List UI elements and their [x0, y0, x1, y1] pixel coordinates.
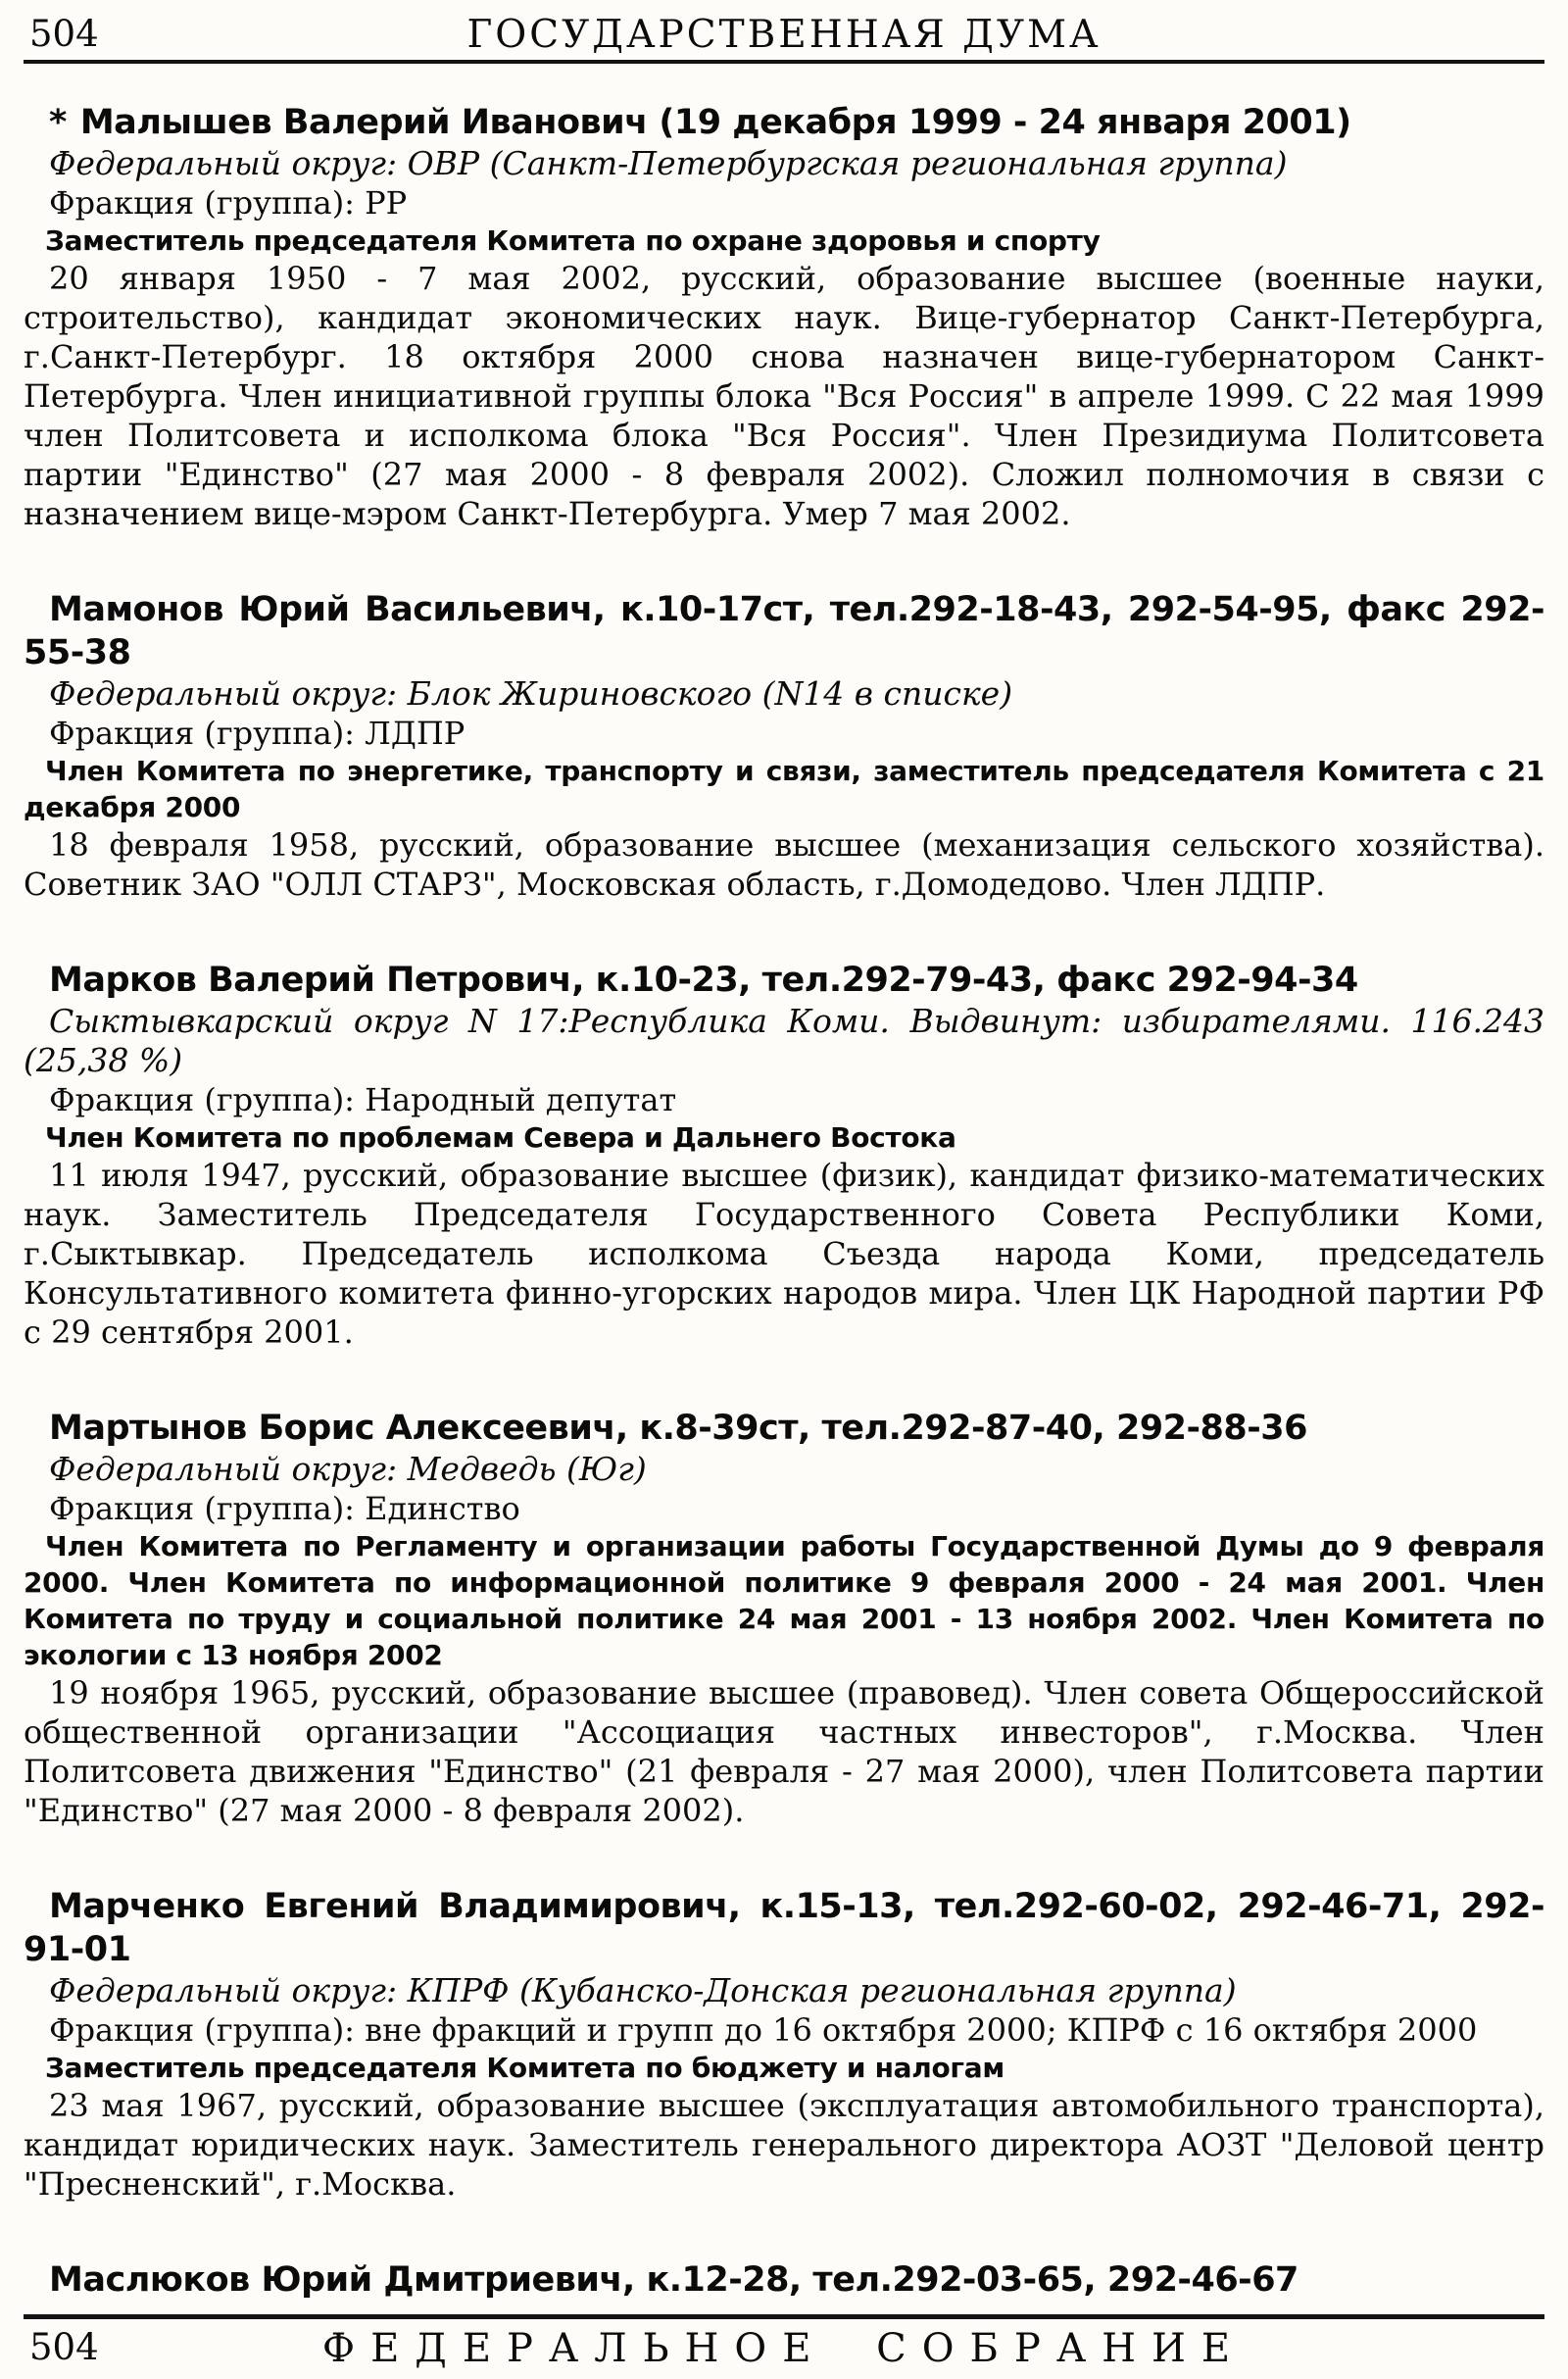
deputy-fraction: Фракция (группа): РР — [49, 184, 408, 222]
deputy-heading — [24, 959, 1544, 1002]
page-header — [24, 0, 1544, 64]
deputy-heading — [24, 2258, 1544, 2302]
deputy-entry-markov — [24, 959, 1544, 1352]
deputy-district: Федеральный округ: ОВР (Санкт-Петербургская региональная группа) — [49, 144, 1288, 182]
deputy-fraction: Фракция (группа): вне фракций и групп до 16 октября 2000; КПРФ с 16 октября 2000 — [49, 2011, 1478, 2049]
deputy-entry-martynov — [24, 1407, 1544, 1830]
deputy-fraction: Фракция (группа): ЛДПР — [49, 715, 466, 752]
page-footer — [24, 2314, 1544, 2379]
deputy-entry-mamonov — [24, 588, 1544, 904]
deputies-list — [24, 64, 1544, 2314]
deputy-heading — [24, 1885, 1544, 1971]
deputy-bio: 11 июля 1947, русский, образование высшее (физик), кандидат физико-математических наук. Заместитель Председателя Государственного Совета Республики Коми, г.Сыктывкар. Председатель исполкома Съезда народа Коми, председатель Консультативного комитета финно-угорских народов мира. Член ЦК Народной партии РФ с 29 сентября 2001. — [24, 1157, 1544, 1351]
deputy-entry-marchenko — [24, 1885, 1544, 2204]
deputy-district: Федеральный округ: Блок Жириновского (N14 в списке) — [49, 674, 1013, 713]
deputy-entry-malyshev — [24, 101, 1544, 533]
deputy-name-line: Мамонов Юрий Васильевич, к.10-17ст, тел.292-18-43, 292-54-95, факс 292-55-38 — [24, 590, 1544, 672]
header-page-number: 504 — [29, 13, 99, 55]
deputy-fraction: Фракция (группа): Единство — [49, 1490, 520, 1527]
deputy-district: Федеральный округ: КПРФ (Кубанско-Донская региональная группа) — [49, 1971, 1237, 2009]
deputy-committee: Член Комитета по энергетике, транспорту и связи, заместитель председателя Комитета с 21 декабря 2000 — [24, 755, 1544, 823]
deputy-committee: Заместитель председателя Комитета по охране здоровья и спорту — [45, 224, 1101, 257]
footer-page-number: 504 — [29, 2326, 99, 2368]
deputy-committee: Заместитель председателя Комитета по бюджету и налогам — [45, 2052, 1004, 2084]
deputy-bio: 18 февраля 1958, русский, образование высшее (механизация сельского хозяйства). Советник ЗАО "ОЛЛ СТАРЗ", Московская область, г.Домодедово. Член ЛДПР. — [24, 826, 1544, 903]
deputy-name-line: Малышев Валерий Иванович (19 декабря 1999 - 24 января 2001) — [79, 103, 1351, 142]
deputy-bio: 20 января 1950 - 7 мая 2002, русский, образование высшее (военные науки, строительство), кандидат экономических наук. Вице-губернатор Санкт-Петербурга, г.Санкт-Петербург. 18 октября 2000 снова назначен вице-губернатором Санкт-Петербурга. Член инициативной группы блока "Вся Россия" в апреле 1999. С 22 мая 1999 член Политсовета и исполкома блока "Вся Россия". Член Президиума Политсовета партии "Единство" (27 мая 2000 - 8 февраля 2002). Сложил полномочия в связи с назначением вице-мэром Санкт-Петербурга. Умер 7 мая 2002. — [24, 260, 1544, 532]
header-section-title: ГОСУДАРСТВЕННАЯ ДУМА — [466, 13, 1102, 57]
footer-section-title: ФЕДЕРАЛЬНОЕ СОБРАНИЕ — [321, 2326, 1247, 2371]
deputy-committee: Член Комитета по Регламенту и организации работы Государственной Думы до 9 февраля 2000. Член Комитета по информационной политике 9 февраля 2000 - 24 мая 2001. Член Комитета по труду и социальной политике 24 мая 2001 - 13 ноября 2002. Член Комитета по экологии с 13 ноября 2002 — [24, 1530, 1544, 1671]
deputy-fraction: Фракция (группа): Народный депутат — [49, 1081, 677, 1118]
deceased-asterisk-marker: * — [49, 103, 67, 142]
deputy-name-line: Марченко Евгений Владимирович, к.15-13, тел.292-60-02, 292-46-71, 292-91-01 — [24, 1887, 1544, 1969]
deputy-name-line: Марков Валерий Петрович, к.10-23, тел.292-79-43, факс 292-94-34 — [49, 961, 1358, 1000]
deputy-heading — [24, 1407, 1544, 1450]
deputy-name-line: Мартынов Борис Алексеевич, к.8-39ст, тел.292-87-40, 292-88-36 — [49, 1409, 1307, 1448]
deputy-heading — [24, 101, 1544, 144]
deputy-bio: 19 ноября 1965, русский, образование высшее (правовед). Член совета Общероссийской общественной организации "Ассоциация частных инвесторов", г.Москва. Член Политсовета движения "Единство" (21 февраля - 27 мая 2000), член Политсовета партии "Единство" (27 мая 2000 - 8 февраля 2002). — [24, 1674, 1544, 1829]
deputy-bio: 23 мая 1967, русский, образование высшее (эксплуатация автомобильного транспорта), кандидат юридических наук. Заместитель генерального директора АОЗТ "Деловой центр "Пресненский", г.Москва. — [24, 2087, 1544, 2203]
deputy-committee: Член Комитета по проблемам Севера и Дальнего Востока — [45, 1121, 956, 1154]
deputy-heading — [24, 588, 1544, 674]
deputy-district: Сыктывкарский округ N 17:Республика Коми. Выдвинут: избирателями. 116.243 (25,38 %) — [24, 1002, 1544, 1079]
deputy-name-line: Маслюков Юрий Дмитриевич, к.12-28, тел.292-03-65, 292-46-67 — [49, 2260, 1298, 2300]
deputy-district: Федеральный округ: Медведь (Юг) — [49, 1450, 647, 1488]
deputy-entry-maslyukov — [24, 2258, 1544, 2302]
